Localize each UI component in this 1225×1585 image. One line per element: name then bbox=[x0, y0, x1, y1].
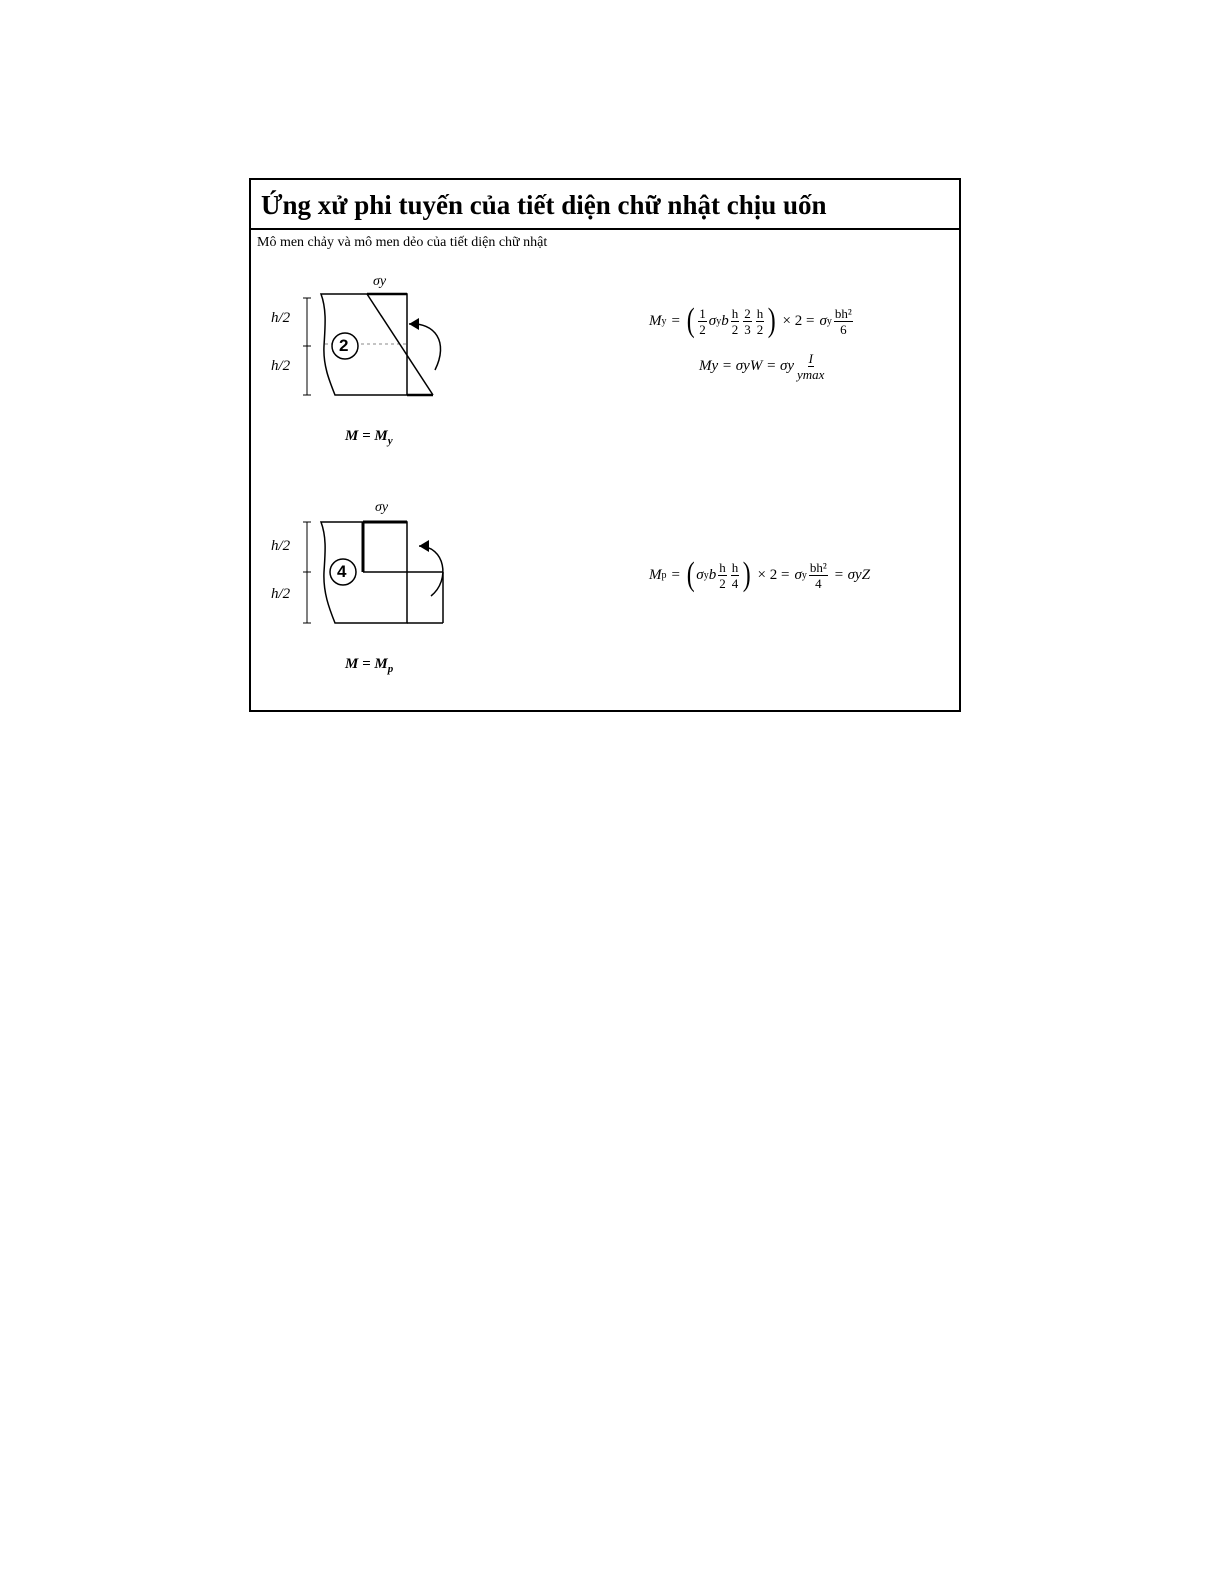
plastic-caption bbox=[345, 656, 393, 675]
yield-stress-label: σy bbox=[373, 274, 387, 289]
eq1-f2-num: h bbox=[731, 305, 739, 321]
slide-title: Ứng xử phi tuyến của tiết diện chữ nhật chịu uốn bbox=[251, 180, 959, 230]
eq1-f1-num: 1 bbox=[699, 305, 706, 321]
eq1-f1-den: 2 bbox=[699, 321, 706, 337]
equation-yield-moment-section-modulus bbox=[699, 352, 826, 381]
eq1-f3-num: 2 bbox=[744, 305, 751, 321]
plastic-caption-main: M = M bbox=[345, 656, 388, 672]
eq3-rhs-den: 4 bbox=[815, 575, 822, 591]
plastic-stage-number: 4 bbox=[337, 562, 347, 581]
eq3-rhs-sigma-sub: y bbox=[801, 569, 807, 581]
eq3-f2-num: h bbox=[731, 559, 739, 575]
slide-subtitle: Mô men chảy và mô men dẻo của tiết diện chữ nhật bbox=[257, 235, 548, 250]
yield-stage-number: 2 bbox=[339, 336, 349, 355]
plastic-section-diagram bbox=[259, 500, 459, 640]
eq1-f4-den: 2 bbox=[756, 321, 764, 337]
eq1-times-two: × 2 = bbox=[782, 312, 815, 329]
eq1-f4-num: h bbox=[756, 305, 764, 321]
eq2-frac-den: ymax bbox=[797, 367, 825, 382]
yield-caption-sub: y bbox=[387, 435, 393, 447]
equation-plastic-moment: M p = ( σ y b $\frac{h}{2}$ $\frac{h}{4}$ ) × 2 = σ y $\frac{\text{bh²}}{4}$ = σyZ bbox=[649, 556, 871, 593]
eq1-rhs-num: bh² bbox=[834, 305, 852, 321]
eq1-sigma: σ bbox=[708, 312, 717, 329]
yield-caption-main: M = M bbox=[345, 428, 388, 444]
eq1-rhs-den: 6 bbox=[840, 321, 847, 337]
eq1-f3-den: 3 bbox=[744, 321, 751, 337]
eq3-f1-num: h bbox=[719, 559, 726, 575]
eq3-lhs-sub: p bbox=[661, 569, 667, 581]
yield-caption bbox=[345, 428, 393, 447]
yield-section-diagram bbox=[259, 270, 459, 410]
eq3-b: b bbox=[708, 566, 717, 583]
eq3-equals: = bbox=[671, 566, 680, 583]
eq3-rhs-sigma: σ bbox=[794, 566, 802, 583]
eq1-equals: = bbox=[671, 312, 680, 329]
eq1-lhs-sub: y bbox=[661, 315, 667, 327]
eq1-lhs: M bbox=[649, 312, 662, 329]
eq3-f1-den: 2 bbox=[719, 575, 726, 591]
plastic-half-height-top: h/2 bbox=[271, 538, 291, 554]
eq3-times-two: × 2 = bbox=[757, 566, 790, 583]
eq1-rhs-sigma: σ bbox=[819, 312, 827, 329]
eq3-f2-den: 4 bbox=[731, 575, 739, 591]
plastic-stress-label: σy bbox=[375, 500, 389, 515]
plastic-half-height-bottom: h/2 bbox=[271, 586, 291, 602]
eq2-text: My = σyW = σy bbox=[699, 358, 795, 374]
eq1-sigma-sub: y bbox=[716, 315, 722, 327]
eq3-rhs-end: = σyZ bbox=[833, 566, 871, 583]
eq3-rhs-num: bh² bbox=[809, 559, 827, 575]
eq1-f2-den: 2 bbox=[731, 321, 739, 337]
eq3-sigma-sub: y bbox=[703, 569, 709, 581]
eq1-b: b bbox=[721, 312, 729, 329]
yield-half-height-bottom: h/2 bbox=[271, 358, 291, 374]
slide-frame bbox=[249, 178, 961, 712]
eq2-frac-num: I bbox=[808, 351, 813, 366]
eq1-rhs-sigma-sub: y bbox=[826, 315, 832, 327]
yield-half-height-top: h/2 bbox=[271, 310, 291, 326]
eq3-lhs: M bbox=[649, 566, 662, 583]
plastic-caption-sub: p bbox=[387, 663, 394, 675]
equation-yield-moment: M y = ( $\frac{1}{2}$ σ y b $\frac{h}{2}$ $\frac{2}{3}$ $\frac{h}{2}$ ) × 2 = σ y $\frac{\text{bh²}}{6}$ bbox=[649, 302, 852, 339]
eq3-sigma: σ bbox=[696, 566, 704, 583]
